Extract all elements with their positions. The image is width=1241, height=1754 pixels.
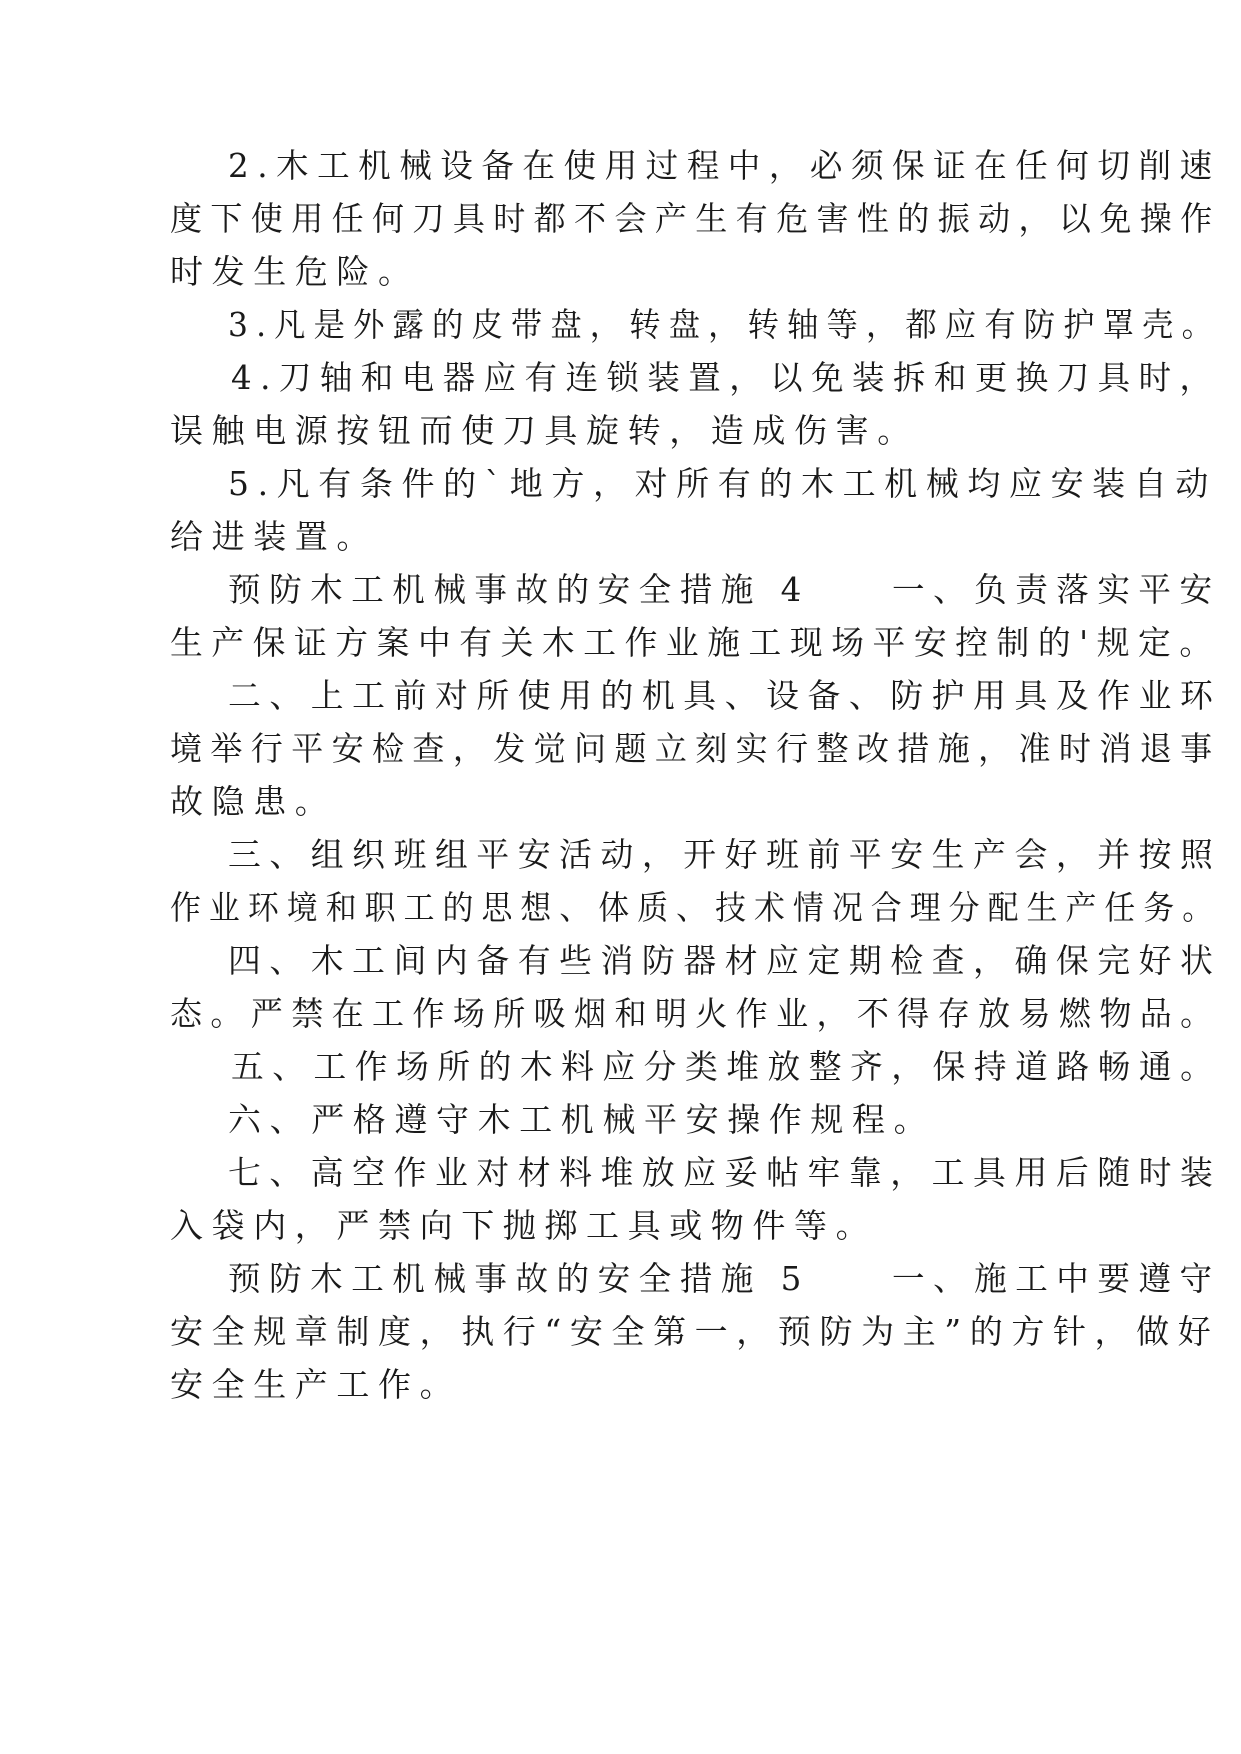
- text-line: 误触电源按钮而使刀具旋转，造成伤害。: [170, 411, 919, 450]
- section-heading-line: 预防木工机械事故的安全措施 4 一、负责落实平安: [228, 570, 1221, 609]
- section-heading-line: 预防木工机械事故的安全措施 5 一、施工中要遵守: [228, 1259, 1221, 1298]
- text-line: 作业环境和职工的思想、体质、技术情况合理分配生产任务。: [170, 888, 1222, 927]
- text-line: 故隐患。: [170, 782, 337, 821]
- text-line: 态。严禁在工作场所吸烟和明火作业，不得存放易燃物品。: [170, 994, 1221, 1033]
- text-line: 度下使用任何刀具时都不会产生有危害性的振动，以免操作: [170, 199, 1221, 238]
- text-line: 四、木工间内备有些消防器材应定期检查，确保完好状: [228, 941, 1222, 980]
- text-line: 入袋内，严禁向下抛掷工具或物件等。: [170, 1206, 878, 1245]
- text-line: 安全生产工作。: [170, 1365, 462, 1404]
- text-line: 4.刀轴和电器应有连锁装置，以免装拆和更换刀具时，: [231, 358, 1221, 397]
- text-line: 七、高空作业对材料堆放应妥帖牢靠，工具用后随时装: [228, 1153, 1222, 1192]
- text-line: 时发生危险。: [170, 252, 420, 291]
- text-line: 给进装置。: [170, 517, 378, 556]
- text-line: 5.凡有条件的`地方，对所有的木工机械均应安装自动: [228, 464, 1217, 503]
- text-line: 生产保证方案中有关木工作业施工现场平安控制的'规定。: [170, 623, 1221, 662]
- text-line: 二、上工前对所使用的机具、设备、防护用具及作业环: [228, 676, 1222, 715]
- text-line: 3.凡是外露的皮带盘，转盘，转轴等，都应有防护罩壳。: [228, 305, 1222, 344]
- text-line: 境举行平安检查，发觉问题立刻实行整改措施，准时消退事: [170, 729, 1221, 768]
- text-line: 2.木工机械设备在使用过程中，必须保证在任何切削速: [228, 146, 1221, 185]
- text-line: 安全规章制度，执行“安全第一，预防为主”的方针，做好: [170, 1312, 1220, 1351]
- text-line: 六、严格遵守木工机械平安操作规程。: [228, 1100, 936, 1139]
- text-line: 三、组织班组平安活动，开好班前平安生产会，并按照: [228, 835, 1222, 874]
- text-line: 五、工作场所的木料应分类堆放整齐，保持道路畅通。: [231, 1047, 1222, 1086]
